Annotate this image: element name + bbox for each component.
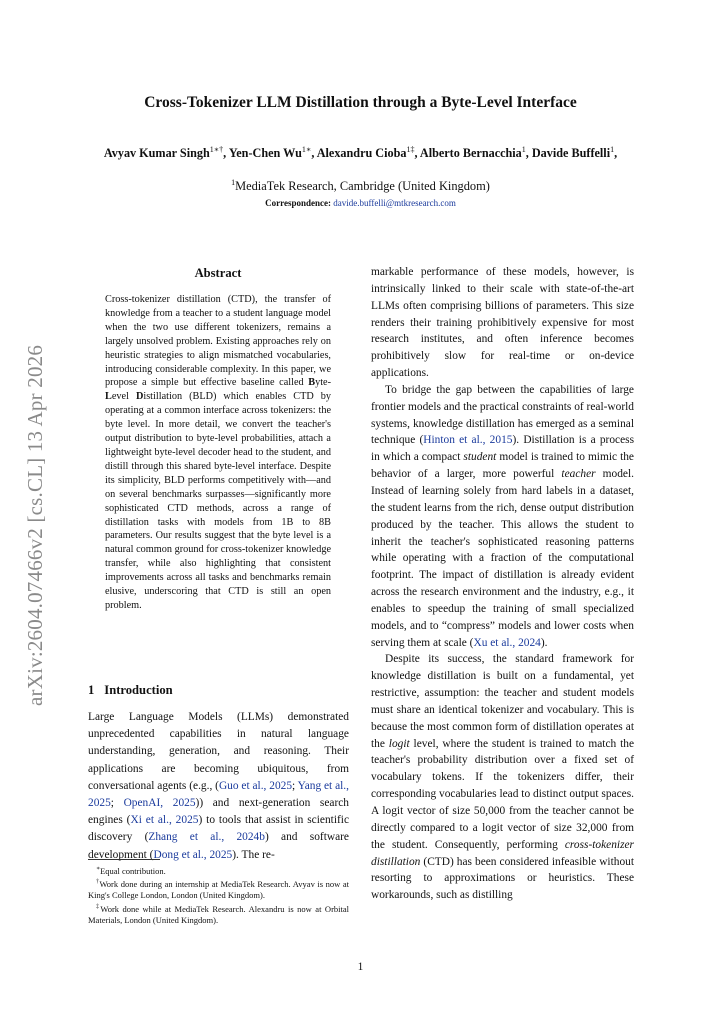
author: Alberto Bernacchia$^1$, bbox=[419, 145, 532, 161]
author: Avyav Kumar Singh$^{1∗\dagger}$, bbox=[103, 145, 229, 161]
correspondence-label: Correspondence: bbox=[265, 198, 331, 208]
section-heading-introduction: 1 Introduction bbox=[88, 683, 173, 697]
arxiv-identifier-stamp bbox=[12, 306, 52, 706]
paragraph: To bridge the gap between the capabilities of large frontier models and the practical constraints of real-world systems, knowledge distillation has emerged as a seminal technique (Hinton et al., 2015). Distillation is a process in which a compact student model is trained to mimic the behavior of a larger, more powerful teacher model. Instead of learning solely from hard labels in a dataset, the student learns from the rich, dense output distribution produced by the teacher. This allows the student to inherit the teacher's sophisticated reasoning patterns while operating with a fraction of the computational footprint. The impact of distillation is already evident across the research environment and the industry, e.g., it enables to speedup the training of small specialized models, and to “compress” models and lower costs when serving them at scale (Xu et al., 2024). bbox=[371, 383, 635, 649]
arxiv-identifier-text: arXiv:2604.07466v2 [cs.CL] 13 Apr 2026 bbox=[23, 344, 47, 706]
citation-link[interactable]: Xu et al., 2024 bbox=[473, 636, 541, 649]
footnotes bbox=[88, 864, 349, 927]
paper-title: Cross-Tokenizer LLM Distillation through a Byte-Level Interface bbox=[144, 94, 577, 111]
affiliation: $^1$MediaTek Research, Cambridge (United Kingdom) bbox=[231, 178, 490, 194]
introduction-left-column: Large Language Models (LLMs) demonstrated unprecedented capabilities in natural language understanding, generation, and reasoning. Their applications are becoming ubiquitous, from conversational agents (e.g., (Guo et al., 2025; Yang et al., 2025; OpenAI, 2025)) and next-generation search engines (Xi et al., 2025) to tools that assist in scientific discovery (Zhang et al., 2024b) and software development (Dong et al., 2025). The re- bbox=[88, 711, 350, 861]
author: Davide Buffelli$^1$, bbox=[531, 145, 618, 161]
citation-link[interactable]: Yang et al., 2025 bbox=[88, 779, 349, 810]
author: Alexandru Cioba$^{1\ddagger}$, bbox=[316, 145, 420, 161]
citation-link[interactable]: Xi et al., 2025 bbox=[130, 814, 199, 827]
correspondence bbox=[0, 198, 721, 208]
author: Yen-Chen $Wu^{1∗}$, bbox=[228, 145, 317, 161]
footnote: ‡Work done while at MediaTek Research. Alexandru is now at Orbital Materials, London (United Kingdom). bbox=[88, 903, 350, 926]
citation-link[interactable]: Guo et al., 2025 bbox=[218, 779, 293, 792]
author-list bbox=[0, 145, 721, 161]
citation-link[interactable]: Hinton et al., 2015 bbox=[423, 434, 513, 447]
footnote: ∗Equal contribution. bbox=[96, 865, 166, 876]
footnote-divider bbox=[88, 859, 160, 860]
page-number: 1 bbox=[357, 961, 364, 973]
correspondence-email-link[interactable]: davide.buffelli@mtkresearch.com bbox=[333, 198, 456, 208]
citation-link[interactable]: Zhang et al., 2024b bbox=[148, 831, 265, 844]
paragraph: Despite its success, the standard framework for knowledge distillation is built on a fundamental, yet restrictive, assumption: the teacher and student models must share an identical tokenizer and vocabulary. This is because the most common form of distillation operates at the logit level, where the student is trained to match the teacher's probability distribution over a fixed set of vocabulary tokens. If the tokenizers differ, their corresponding vocabularies lead to distinct output spaces. A logit vector of size 50,000 from the teacher cannot be directly compared to a logit vector of size 32,000 from the student. Consequently, performing cross-tokenizer distillation (CTD) has been considered infeasible without resorting to approximations or heuristics. These workarounds, such as distilling bbox=[371, 653, 634, 902]
footnote: †Work done during an internship at MediaTek Research. Avyav is now at King's College London, London (United Kingdom). bbox=[88, 879, 350, 901]
introduction-right-column bbox=[371, 264, 634, 904]
citation-link[interactable]: OpenAI, 2025 bbox=[123, 797, 196, 810]
abstract-body: Cross-tokenizer distillation (CTD), the transfer of knowledge from a teacher to a student language model when the two use different tokenizers, remains a largely unsolved problem. Existing approaches rely on heuristic strategies to align mismatched vocabularies, introducing considerable complexity. In this paper, we propose a simple but effective baseline called Byte-Level Distillation (BLD) which enables CTD by operating at a common interface across tokenizers: the byte level. In more detail, we convert the teacher's output distribution to byte-level probabilities, attach a lightweight byte-level decoder head to the student, and distill through this shared byte-level interface. Despite its simplicity, BLD performs competitively with—and on several benchmarks surpasses—significantly more sophisticated CTD methods, across a range of distillation tasks with models from 1B to 8B parameters. Our results suggest that the byte level is a natural common ground for cross-tokenizer knowledge transfer, while also highlighting that consistent improvements across all tasks and benchmarks remain elusive, underscoring that CTD is still an open problem. bbox=[105, 294, 331, 611]
abstract-heading: Abstract bbox=[194, 266, 242, 280]
paragraph: markable performance of these models, however, is intrinsically linked to their scale with state-of-the-art LLMs often comprising billions of parameters. This size renders their training prohibitively expensive for most research institutes, and often inference becomes prohibitively slow for real-time or on-device applications. bbox=[371, 266, 634, 380]
citation-link[interactable]: Dong et al., 2025 bbox=[153, 848, 233, 861]
